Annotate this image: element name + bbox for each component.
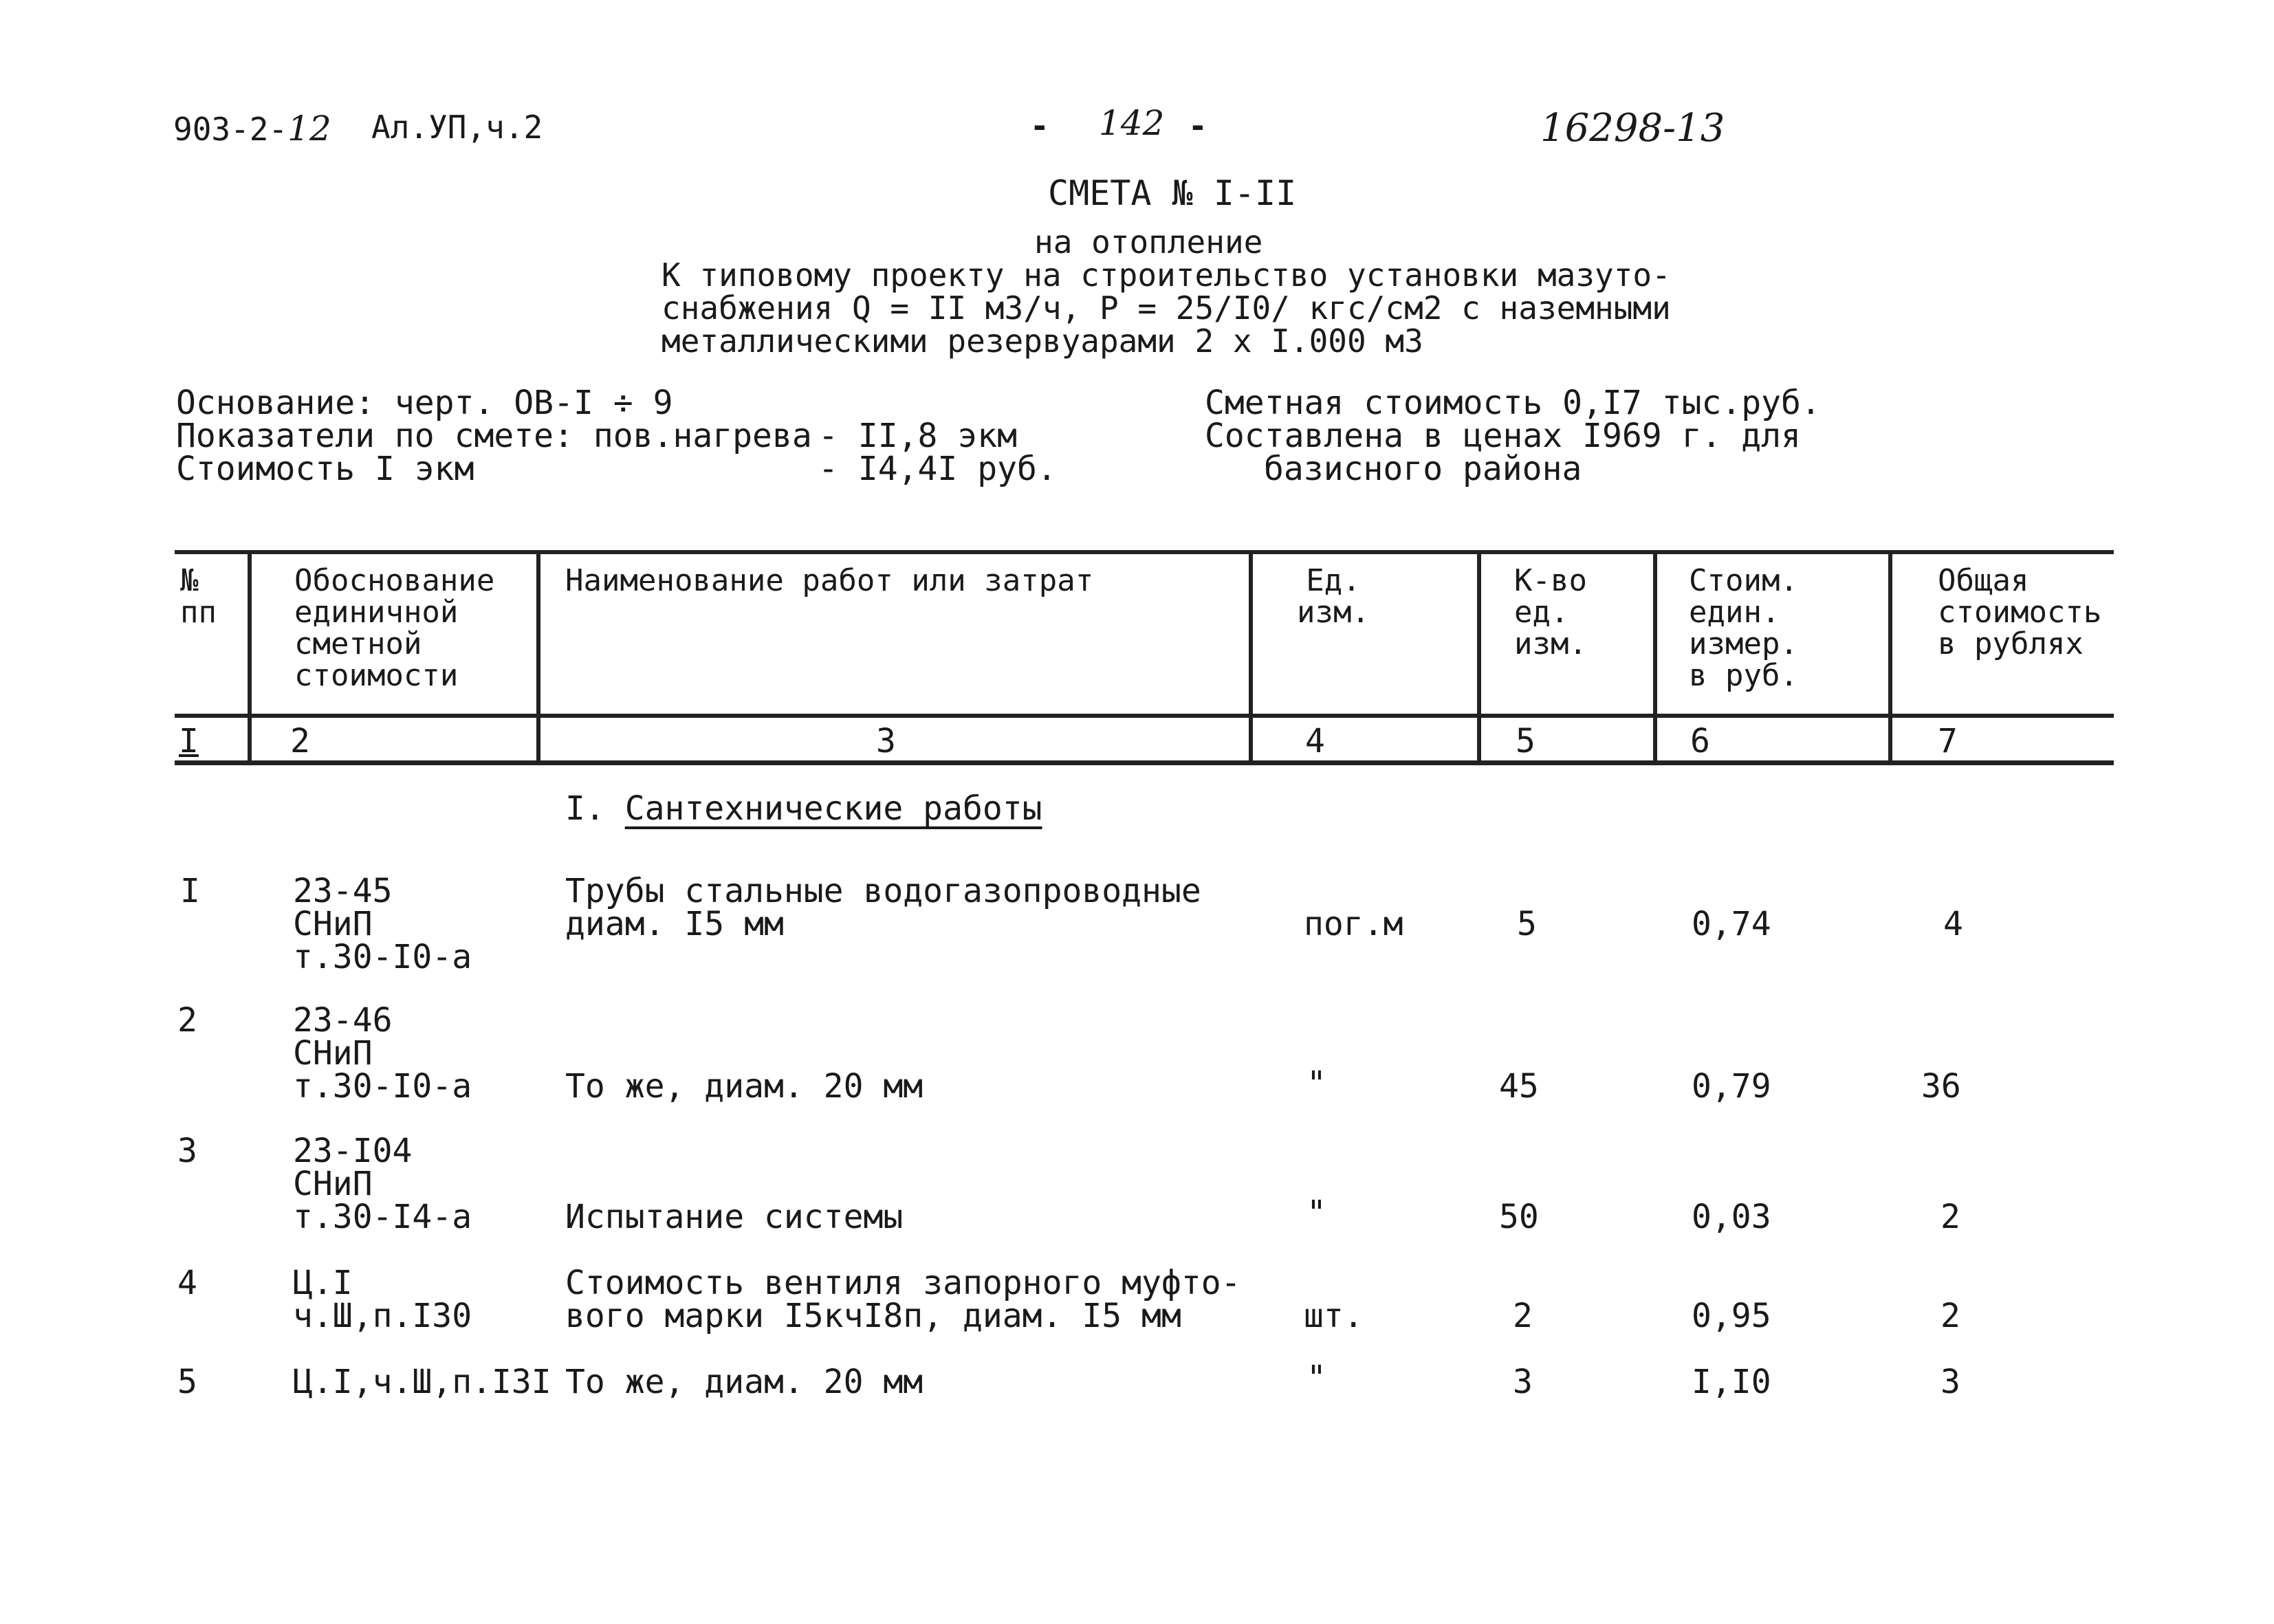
column-number-7: 7 — [1938, 722, 1958, 760]
row-basis — [293, 1264, 472, 1335]
header-unit-price-line: Стоим. — [1689, 563, 1798, 598]
basis-drawings: Основание: черт. ОВ-I ÷ 9 — [176, 384, 673, 422]
row-work-name — [565, 1067, 923, 1106]
header-num-line: № — [180, 563, 199, 598]
estimated-cost: Сметная стоимость 0,I7 тыс.руб. — [1205, 384, 1821, 422]
row-work-name — [565, 872, 1201, 943]
album-reference: Ал.УП,ч.2 — [371, 109, 543, 146]
document-code-handwritten: 12 — [287, 109, 331, 149]
header-unit-price-line: в руб. — [1689, 658, 1798, 693]
column-divider-1 — [248, 550, 252, 765]
column-divider-2 — [536, 550, 540, 765]
header-unit — [1297, 565, 1370, 628]
column-number-1: I — [179, 722, 199, 760]
title-line-4: металлическими резервуарами 2 x I.000 м3 — [662, 322, 1423, 360]
row-number: 5 — [177, 1363, 197, 1401]
header-unit-price — [1689, 565, 1798, 692]
header-quantity-line: изм. — [1514, 626, 1587, 661]
title-line-1: на отопление — [1034, 223, 1263, 261]
column-number-2: 2 — [290, 722, 310, 760]
document-code-printed: 903-2- — [173, 111, 288, 148]
unit-cost-label: Стоимость I экм — [176, 450, 474, 488]
row-unit-price: 0,95 — [1692, 1297, 1771, 1335]
column-number-4: 4 — [1305, 722, 1325, 760]
estimate-title: СМЕТА № I-II — [1048, 173, 1297, 213]
row-number: 2 — [177, 1001, 197, 1040]
row-basis-line: Ц.I,ч.Ш,п.I3I — [293, 1363, 551, 1401]
header-total-line: в рублях — [1938, 626, 2084, 661]
row-work-name — [565, 1264, 1241, 1335]
row-work-name — [565, 1363, 923, 1401]
header-num — [180, 565, 217, 628]
column-number-6: 6 — [1690, 722, 1710, 760]
header-unit-line: изм. — [1297, 595, 1370, 630]
row-basis-line: ч.Ш,п.I30 — [293, 1297, 472, 1335]
column-number-5: 5 — [1516, 722, 1535, 760]
row-total: 4 — [1943, 905, 1963, 943]
row-basis-line: т.30-I4-а — [293, 1198, 472, 1236]
table-header-divider — [175, 714, 2114, 718]
document-number: 16298-13 — [1540, 106, 1725, 151]
row-basis — [293, 1132, 472, 1236]
page-number: 142 — [1099, 103, 1165, 143]
row-unit-price: 0,03 — [1692, 1198, 1771, 1236]
row-basis-line: т.30-I0-а — [293, 1067, 472, 1106]
row-unit-price: 0,74 — [1692, 905, 1771, 943]
header-basis-line: сметной — [294, 626, 422, 661]
table-top-border — [175, 550, 2114, 554]
header-unit-price-line: измер. — [1689, 626, 1798, 661]
row-work-name-line: То же, диам. 20 мм — [565, 1067, 923, 1106]
section-title: Сантехнические работы — [624, 789, 1042, 828]
row-work-name-line: Трубы стальные водогазопроводные — [565, 872, 1201, 910]
row-work-name-line: Испытание системы — [565, 1198, 904, 1236]
header-quantity-line: К-во — [1514, 563, 1587, 598]
row-unit: " — [1307, 1064, 1326, 1103]
row-basis-line: Ц.I — [293, 1264, 353, 1302]
column-number-3: 3 — [876, 722, 896, 760]
row-unit-price: 0,79 — [1692, 1067, 1771, 1106]
row-basis-line: т.30-I0-а — [293, 938, 472, 976]
base-region: базисного района — [1264, 450, 1582, 488]
header-basis-line: стоимости — [294, 658, 459, 693]
indicators-label: Показатели по смете: пов.нагрева — [176, 417, 812, 455]
row-work-name-line: вого марки I5кчI8п, диам. I5 мм — [565, 1297, 1181, 1335]
header-unit-price-line: един. — [1689, 595, 1780, 630]
row-quantity: 45 — [1499, 1067, 1539, 1106]
indicators-value: - II,8 экм — [818, 417, 1017, 455]
row-total: 3 — [1940, 1363, 1960, 1401]
row-quantity: 3 — [1513, 1363, 1533, 1401]
column-divider-5 — [1653, 550, 1657, 765]
row-unit-price: I,I0 — [1692, 1363, 1771, 1401]
row-basis-line: СНиП — [293, 905, 373, 943]
row-basis — [293, 1363, 551, 1401]
header-total-line: Общая — [1938, 563, 2029, 598]
header-quantity-line: ед. — [1514, 595, 1569, 630]
row-quantity: 5 — [1517, 905, 1537, 943]
header-basis — [294, 565, 494, 692]
header-quantity — [1514, 565, 1587, 660]
table-numbers-divider — [175, 760, 2114, 765]
row-work-name-line: Стоимость вентиля запорного муфто- — [565, 1264, 1241, 1302]
header-work-name — [565, 565, 1093, 597]
unit-cost-value: - I4,4I руб. — [818, 450, 1057, 488]
document-code — [173, 109, 331, 149]
row-work-name — [565, 1198, 904, 1236]
row-work-name-line: То же, диам. 20 мм — [565, 1363, 923, 1401]
section-number: I. — [565, 789, 605, 828]
title-line-3: снабжения Q = II м3/ч, P = 25/I0/ кгс/см2 с наземными — [662, 289, 1671, 327]
row-basis-line: 23-46 — [293, 1001, 393, 1040]
row-quantity: 50 — [1499, 1198, 1539, 1236]
column-divider-6 — [1888, 550, 1892, 765]
prices-year: Составлена в ценах I969 г. для — [1205, 417, 1801, 455]
page-dash-left: - — [1030, 107, 1049, 144]
row-unit: пог.м — [1304, 905, 1403, 943]
row-unit: " — [1307, 1359, 1326, 1397]
header-unit-line: Ед. — [1306, 563, 1361, 598]
page-dash-right: - — [1188, 107, 1207, 144]
header-work-name-line: Наименование работ или затрат — [565, 563, 1094, 598]
row-number: 4 — [177, 1264, 197, 1302]
header-total-line: стоимость — [1938, 595, 2102, 630]
row-quantity: 2 — [1513, 1297, 1533, 1335]
row-unit: " — [1307, 1194, 1326, 1232]
row-number: 3 — [177, 1132, 197, 1170]
row-total: 36 — [1921, 1067, 1961, 1106]
row-work-name-line: диам. I5 мм — [565, 905, 784, 943]
column-divider-3 — [1249, 550, 1253, 765]
row-basis — [293, 872, 472, 976]
row-basis-line: СНиП — [293, 1034, 373, 1073]
header-basis-line: Обоснование — [294, 563, 495, 598]
header-basis-line: единичной — [294, 595, 459, 630]
row-unit: шт. — [1304, 1297, 1364, 1335]
row-basis-line: СНиП — [293, 1165, 373, 1203]
section-heading — [565, 789, 1042, 828]
header-total — [1938, 565, 2101, 660]
header-num-line: пп — [180, 595, 217, 630]
row-basis — [293, 1001, 472, 1106]
title-line-2: К типовому проекту на строительство установки мазуто- — [662, 256, 1671, 294]
row-number: I — [180, 872, 200, 910]
row-basis-line: 23-I04 — [293, 1132, 413, 1170]
row-total: 2 — [1940, 1198, 1960, 1236]
row-basis-line: 23-45 — [293, 872, 393, 910]
column-divider-4 — [1477, 550, 1481, 765]
row-total: 2 — [1940, 1297, 1960, 1335]
